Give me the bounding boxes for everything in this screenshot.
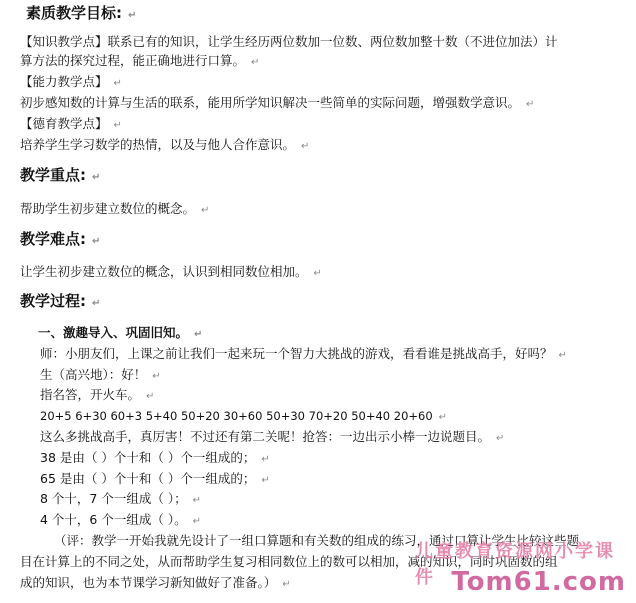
focus-text: 帮助学生初步建立数位的概念。 ↵ [20,201,210,216]
question-1: 38 是由（ ）个十和（ ）个一组成的； ↵ [40,450,270,465]
goal-ability-text: 初步感知数的计算与生活的联系，能用所学知识解决一些简单的实际问题，增强数学意识。 ↵ [20,95,535,110]
question-2: 65 是由（ ）个十和（ ）个一组成的； ↵ [40,471,270,486]
student-line: 生（高兴地）：好！ ↵ [40,367,161,382]
comment-line3: 成的知识，也为本节课学习新知做好了准备。） ↵ [20,575,291,590]
question-4: 4 个十，6 个一组成（ ）。 ↵ [40,512,201,527]
process-heading: 教学过程: ↵ [20,292,101,310]
comment-line2: 目在计算上的不同之处，从而帮助学生复习相同数位上的数可以相加，减的知识，同时巩固数的组 [20,554,558,569]
answer-line: 指名答，开火车。 ↵ [40,387,155,402]
watermark-logo [415,537,630,597]
difficulty-text: 让学生初步建立数位的概念，认识到相同数位相加。 ↵ [20,264,322,279]
watermark-text-top: 儿童教育资源网小学课件 [415,541,615,588]
goal-ability-tag: 【能力教学点】 ↵ [20,74,122,89]
section1-title: 一、激趣导入、巩固旧知。 ↵ [38,325,203,340]
teacher-line: 师：小朋友们，上课之前让我们一起来玩一个智力大挑战的游戏，看看谁是挑战高手，好吗？ ↵ [40,346,567,361]
goal-knowledge-line2: 算方法的探究过程，能正确地进行口算。 ↵ [20,53,260,68]
difficulty-heading: 教学难点: ↵ [20,230,101,248]
comment-line1: （评：教学一开始我就先设计了一组口算题和有关数的组成的练习，通过口算让学生比较这些题 [54,533,580,548]
goal-knowledge-line1: 【知识教学点】联系已有的知识，让学生经历两位数加一位数、两位数加整十数（不进位加法）计 [20,34,558,49]
goals-heading: 素质教学目标: ↵ [26,4,137,22]
question-3: 8 个十，7 个一组成（ ）； ↵ [40,491,201,506]
goal-moral-tag: 【德育教学点】 ↵ [20,116,122,131]
goal-moral-text: 培养学生学习数学的热情，以及与他人合作意识。 ↵ [20,137,310,152]
problems-line: 20+5 6+30 60+3 5+40 50+20 30+60 50+30 70+20 50+40 20+60 ↵ [40,409,448,423]
challenge-line: 这么多挑战高手，真厉害！不过还有第二关呢！抢答：一边出示小棒一边说题目。 ↵ [40,429,505,444]
watermark-text-bottom: Tom61.com [451,567,626,597]
focus-heading: 教学重点: ↵ [20,166,101,184]
